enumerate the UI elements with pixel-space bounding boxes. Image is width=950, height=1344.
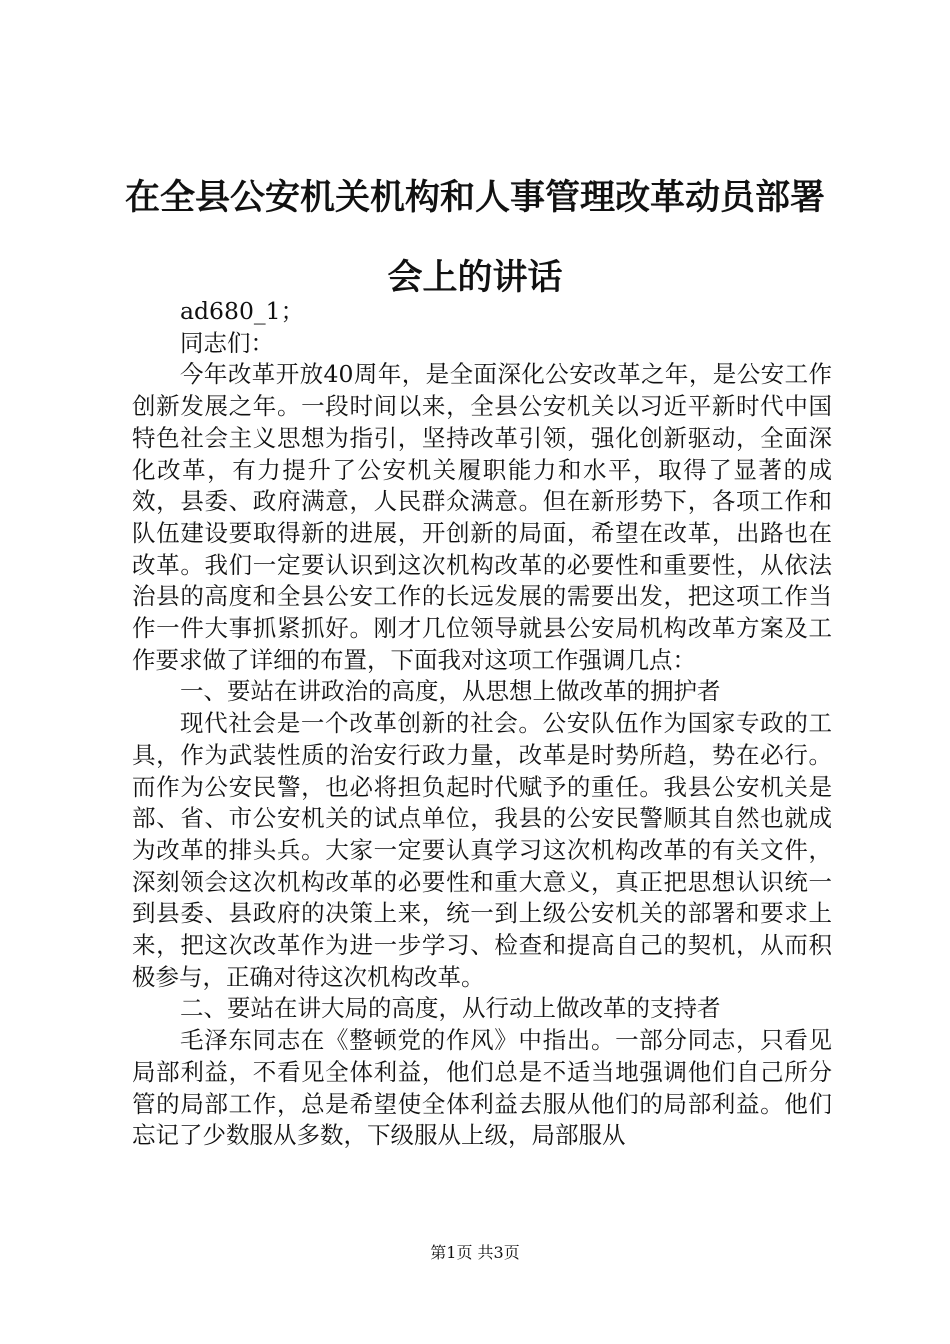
paragraph-code: ad680_1； [180, 297, 305, 325]
document-title: 在全县公安机关机构和人事管理改革动员部署会上的讲话 [124, 178, 825, 298]
page-footer: 第1页 共3页 [430, 1243, 520, 1262]
paragraph-section-1: 现代社会是一个改革创新的社会。公安队伍作为国家专政的工具，作为武装性质的治安行政力量，改革是时势所趋，势在必行。而作为公安民警，也必将担负起时代赋予的重任。我县公安机关是部、省、市公安机关的试点单位，我县的公安民警顺其自然也就成为改革的排头兵。大家一定要认真学习这次机构改革的有关文件，深刻领会这次机构改革的必要性和重大意义，真正把思想认识统一到县委、县政府的决策上来，统一到上级公安机关的部署和要求上来，把这次改革作为进一步学习、检查和提高自己的契机，从而积极参与，正确对待这次机构改革。 [132, 709, 832, 991]
section-heading-2: 二、要站在讲大局的高度，从行动上做改革的支持者 [180, 994, 721, 1023]
document-body [132, 296, 832, 1152]
paragraph-section-2: 毛泽东同志在《整顿党的作风》中指出。一部分同志，只看见局部利益，不看见全体利益，他们总是不适当地强调他们自己所分管的局部工作，总是希望使全体利益去服从他们的局部利益。他们忘记了少数服从多数，下级服从上级，局部服从 [132, 1026, 832, 1150]
paragraph-intro: 今年改革开放40周年，是全面深化公安改革之年，是公安工作创新发展之年。一段时间以来，全县公安机关以习近平新时代中国特色社会主义思想为指引，坚持改革引领，强化创新驱动，全面深化改革，有力提升了公安机关履职能力和水平，取得了显著的成效，县委、政府满意，人民群众满意。但在新形势下，各项工作和队伍建设要取得新的进展，开创新的局面，希望在改革，出路也在改革。我们一定要认识到这次机构改革的必要性和重要性，从依法治县的高度和全县公安工作的长远发展的需要出发，把这项工作当作一件大事抓紧抓好。刚才几位领导就县公安局机构改革方案及工作要求做了详细的布置，下面我对这项工作强调几点： [132, 360, 832, 674]
paragraph-salutation: 同志们： [180, 328, 274, 357]
section-heading-1: 一、要站在讲政治的高度，从思想上做改革的拥护者 [180, 677, 721, 706]
